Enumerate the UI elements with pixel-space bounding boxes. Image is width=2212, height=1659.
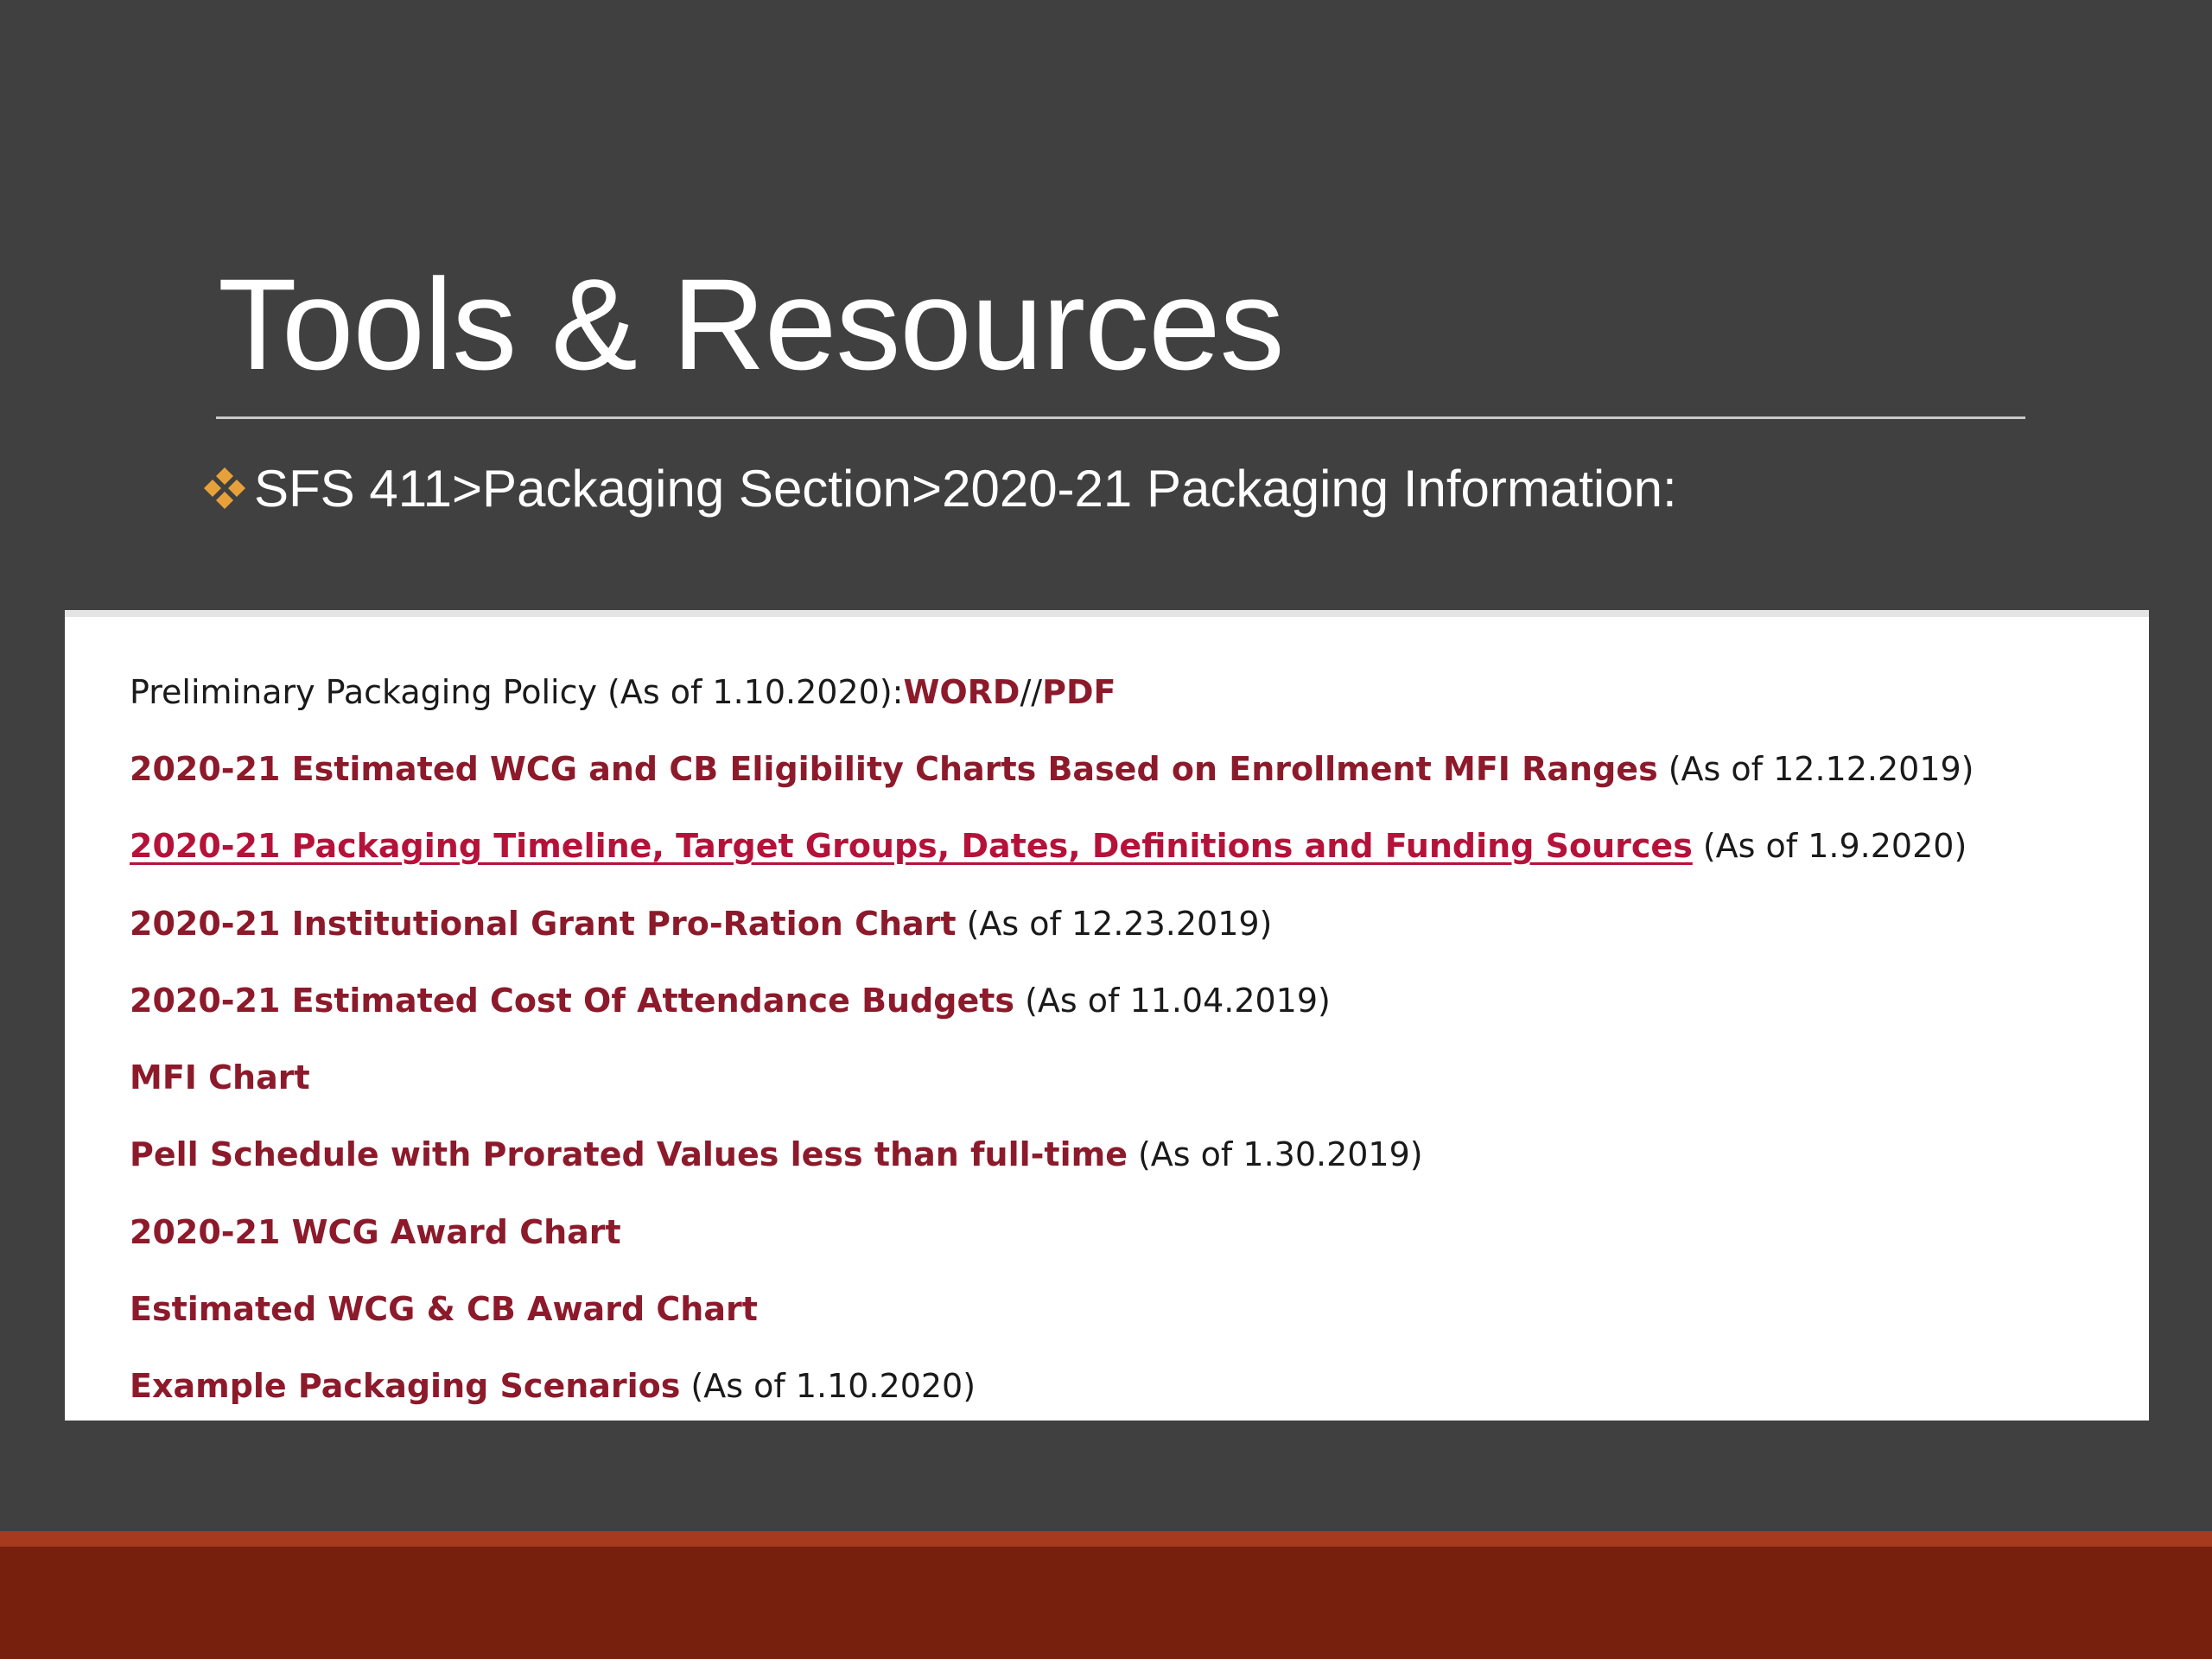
coa-budgets-link[interactable]: 2020-21 Estimated Cost Of Attendance Budgets (130, 981, 1015, 1020)
list-item-preliminary-policy (130, 653, 1974, 730)
list-item-packaging-scenarios (130, 1348, 1974, 1425)
link-separator: // (1020, 672, 1043, 711)
proration-chart-date: (As of 12.23.2019) (966, 904, 1273, 943)
eligibility-charts-date: (As of 12.12.2019) (1668, 749, 1974, 788)
word-link[interactable]: WORD (903, 672, 1020, 711)
bullet-text: SFS 411>Packaging Section>2020-21 Packaging Information: (254, 459, 1677, 518)
footer-accent-line (0, 1531, 2212, 1547)
eligibility-charts-link[interactable]: 2020-21 Estimated WCG and CB Eligibility Charts Based on Enrollment MFI Ranges (130, 749, 1658, 788)
resource-list (130, 653, 1974, 1425)
screenshot-panel (65, 610, 2149, 1421)
footer-band (0, 1547, 2212, 1659)
mfi-chart-link[interactable]: MFI Chart (130, 1058, 310, 1097)
list-item-mfi-chart (130, 1039, 1974, 1116)
wcg-award-chart-link[interactable]: 2020-21 WCG Award Chart (130, 1212, 621, 1251)
list-item-packaging-timeline (130, 808, 1974, 885)
pell-schedule-link[interactable]: Pell Schedule with Prorated Values less than full-time (130, 1135, 1128, 1174)
packaging-timeline-link[interactable]: 2020-21 Packaging Timeline, Target Groups, Dates, Definitions and Funding Sources (130, 827, 1693, 866)
preliminary-policy-label: Preliminary Packaging Policy (As of 1.10.2020): (130, 672, 904, 711)
four-diamond-bullet-icon (202, 466, 247, 511)
bullet-line (202, 456, 1677, 520)
title-divider (216, 416, 2025, 419)
proration-chart-link[interactable]: 2020-21 Institutional Grant Pro-Ration Chart (130, 904, 957, 943)
list-item-proration-chart (130, 885, 1974, 962)
pell-schedule-date: (As of 1.30.2019) (1137, 1135, 1423, 1174)
list-item-eligibility-charts (130, 730, 1974, 807)
list-item-pell-schedule (130, 1116, 1974, 1193)
packaging-timeline-date: (As of 1.9.2020) (1702, 827, 1967, 866)
packaging-scenarios-date: (As of 1.10.2020) (690, 1367, 976, 1406)
wcg-cb-award-chart-link[interactable]: Estimated WCG & CB Award Chart (130, 1290, 758, 1329)
packaging-scenarios-link[interactable]: Example Packaging Scenarios (130, 1367, 681, 1406)
list-item-wcg-cb-award-chart (130, 1270, 1974, 1347)
list-item-coa-budgets (130, 962, 1974, 1039)
slide-title: Tools & Resources (218, 251, 1284, 397)
coa-budgets-date: (As of 11.04.2019) (1025, 981, 1331, 1020)
pdf-link[interactable]: PDF (1042, 672, 1116, 711)
list-item-wcg-award-chart (130, 1193, 1974, 1270)
